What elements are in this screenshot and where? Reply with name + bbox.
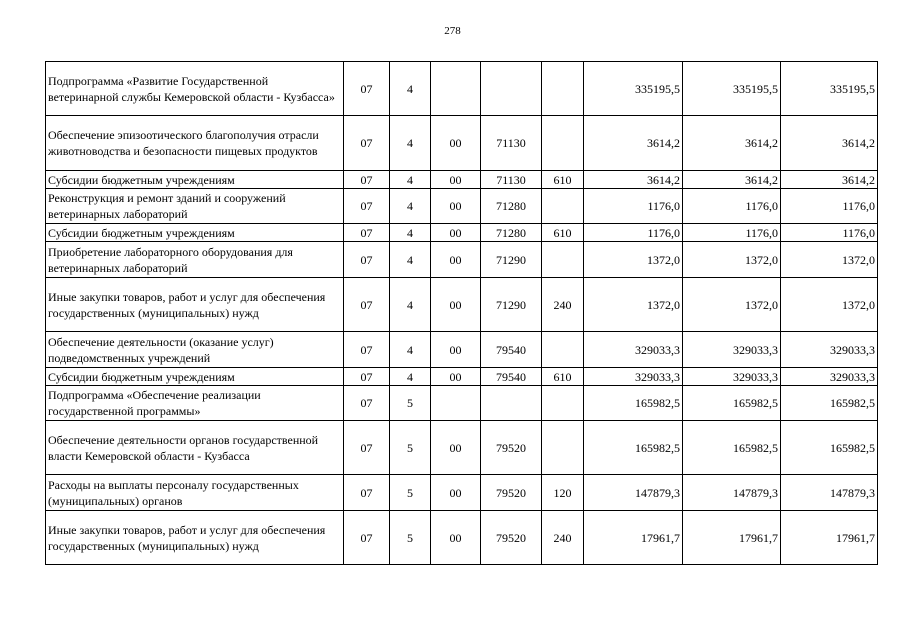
row-section-code: 07 xyxy=(344,421,390,475)
row-amount-2: 329033,3 xyxy=(683,332,781,368)
row-name: Реконструкция и ремонт зданий и сооружений ветеринарных лабораторий xyxy=(46,189,344,224)
row-target-code: 71290 xyxy=(481,242,542,278)
row-item-code: 00 xyxy=(431,332,481,368)
row-name: Подпрограмма «Развитие Государственной ветеринарной службы Кемеровской области - Кузбасса» xyxy=(46,62,344,116)
row-subprogram-code: 5 xyxy=(390,475,431,511)
row-item-code: 00 xyxy=(431,278,481,332)
row-name: Иные закупки товаров, работ и услуг для обеспечения государственных (муниципальных) нужд xyxy=(46,278,344,332)
row-target-code: 71130 xyxy=(481,171,542,189)
table-row xyxy=(46,224,878,242)
row-amount-1: 1372,0 xyxy=(584,278,683,332)
row-amount-1: 165982,5 xyxy=(584,386,683,421)
row-section-code: 07 xyxy=(344,62,390,116)
row-item-code: 00 xyxy=(431,421,481,475)
row-amount-1: 1176,0 xyxy=(584,189,683,224)
row-expense-type: 240 xyxy=(542,511,584,565)
row-item-code: 00 xyxy=(431,242,481,278)
row-amount-2: 1176,0 xyxy=(683,224,781,242)
row-expense-type xyxy=(542,62,584,116)
row-section-code: 07 xyxy=(344,242,390,278)
row-item-code: 00 xyxy=(431,511,481,565)
row-amount-3: 329033,3 xyxy=(781,368,878,386)
row-section-code: 07 xyxy=(344,368,390,386)
row-amount-2: 1372,0 xyxy=(683,278,781,332)
row-subprogram-code: 4 xyxy=(390,368,431,386)
row-subprogram-code: 4 xyxy=(390,242,431,278)
row-expense-type: 610 xyxy=(542,224,584,242)
row-section-code: 07 xyxy=(344,332,390,368)
row-section-code: 07 xyxy=(344,189,390,224)
row-expense-type xyxy=(542,116,584,171)
row-amount-1: 17961,7 xyxy=(584,511,683,565)
table-row xyxy=(46,62,878,116)
row-target-code: 71290 xyxy=(481,278,542,332)
row-amount-2: 3614,2 xyxy=(683,171,781,189)
row-amount-3: 1372,0 xyxy=(781,278,878,332)
row-amount-1: 329033,3 xyxy=(584,332,683,368)
row-name: Обеспечение деятельности (оказание услуг) подведомственных учреждений xyxy=(46,332,344,368)
row-amount-2: 3614,2 xyxy=(683,116,781,171)
row-subprogram-code: 5 xyxy=(390,421,431,475)
row-amount-1: 147879,3 xyxy=(584,475,683,511)
row-target-code xyxy=(481,62,542,116)
row-name: Субсидии бюджетным учреждениям xyxy=(46,224,344,242)
table-row xyxy=(46,511,878,565)
row-item-code: 00 xyxy=(431,189,481,224)
row-section-code: 07 xyxy=(344,278,390,332)
row-amount-3: 147879,3 xyxy=(781,475,878,511)
row-amount-2: 165982,5 xyxy=(683,421,781,475)
row-section-code: 07 xyxy=(344,511,390,565)
row-amount-3: 165982,5 xyxy=(781,386,878,421)
row-amount-1: 335195,5 xyxy=(584,62,683,116)
table-row xyxy=(46,171,878,189)
row-item-code: 00 xyxy=(431,171,481,189)
row-item-code xyxy=(431,62,481,116)
page-number: 278 xyxy=(444,25,461,37)
row-item-code: 00 xyxy=(431,475,481,511)
row-amount-3: 1176,0 xyxy=(781,189,878,224)
row-amount-3: 329033,3 xyxy=(781,332,878,368)
row-name: Иные закупки товаров, работ и услуг для обеспечения государственных (муниципальных) нужд xyxy=(46,511,344,565)
row-expense-type xyxy=(542,421,584,475)
budget-table xyxy=(45,61,878,565)
row-target-code xyxy=(481,386,542,421)
row-amount-3: 1176,0 xyxy=(781,224,878,242)
table-row xyxy=(46,189,878,224)
row-amount-3: 17961,7 xyxy=(781,511,878,565)
row-target-code: 71280 xyxy=(481,189,542,224)
row-item-code: 00 xyxy=(431,224,481,242)
row-amount-3: 335195,5 xyxy=(781,62,878,116)
row-name: Обеспечение эпизоотического благополучия отрасли животноводства и безопасности пищевых продуктов xyxy=(46,116,344,171)
row-name: Субсидии бюджетным учреждениям xyxy=(46,368,344,386)
row-expense-type: 610 xyxy=(542,171,584,189)
row-subprogram-code: 4 xyxy=(390,171,431,189)
row-expense-type xyxy=(542,332,584,368)
table-row xyxy=(46,332,878,368)
table-row xyxy=(46,116,878,171)
row-target-code: 71130 xyxy=(481,116,542,171)
row-expense-type: 120 xyxy=(542,475,584,511)
row-target-code: 71280 xyxy=(481,224,542,242)
row-expense-type: 240 xyxy=(542,278,584,332)
table-body xyxy=(46,62,878,565)
row-amount-2: 17961,7 xyxy=(683,511,781,565)
row-item-code: 00 xyxy=(431,116,481,171)
row-amount-1: 1372,0 xyxy=(584,242,683,278)
row-target-code: 79540 xyxy=(481,368,542,386)
row-subprogram-code: 4 xyxy=(390,224,431,242)
row-expense-type xyxy=(542,386,584,421)
row-amount-3: 1372,0 xyxy=(781,242,878,278)
table-row xyxy=(46,386,878,421)
row-amount-2: 1176,0 xyxy=(683,189,781,224)
row-subprogram-code: 4 xyxy=(390,278,431,332)
row-expense-type: 610 xyxy=(542,368,584,386)
row-amount-2: 147879,3 xyxy=(683,475,781,511)
table-row xyxy=(46,368,878,386)
row-subprogram-code: 5 xyxy=(390,511,431,565)
row-name: Субсидии бюджетным учреждениям xyxy=(46,171,344,189)
row-amount-2: 165982,5 xyxy=(683,386,781,421)
row-name: Обеспечение деятельности органов государственной власти Кемеровской области - Кузбасса xyxy=(46,421,344,475)
row-amount-1: 165982,5 xyxy=(584,421,683,475)
row-name: Приобретение лабораторного оборудования для ветеринарных лабораторий xyxy=(46,242,344,278)
row-target-code: 79520 xyxy=(481,511,542,565)
row-expense-type xyxy=(542,189,584,224)
row-amount-2: 335195,5 xyxy=(683,62,781,116)
row-item-code xyxy=(431,386,481,421)
table-row xyxy=(46,475,878,511)
row-amount-3: 3614,2 xyxy=(781,171,878,189)
row-amount-1: 3614,2 xyxy=(584,116,683,171)
row-amount-2: 1372,0 xyxy=(683,242,781,278)
row-name: Подпрограмма «Обеспечение реализации государственной программы» xyxy=(46,386,344,421)
row-target-code: 79520 xyxy=(481,421,542,475)
row-amount-2: 329033,3 xyxy=(683,368,781,386)
row-amount-1: 3614,2 xyxy=(584,171,683,189)
row-target-code: 79520 xyxy=(481,475,542,511)
row-subprogram-code: 4 xyxy=(390,332,431,368)
row-subprogram-code: 4 xyxy=(390,116,431,171)
row-section-code: 07 xyxy=(344,224,390,242)
row-target-code: 79540 xyxy=(481,332,542,368)
row-amount-3: 3614,2 xyxy=(781,116,878,171)
table-row xyxy=(46,421,878,475)
row-item-code: 00 xyxy=(431,368,481,386)
row-subprogram-code: 4 xyxy=(390,62,431,116)
row-section-code: 07 xyxy=(344,171,390,189)
table-row xyxy=(46,278,878,332)
row-expense-type xyxy=(542,242,584,278)
row-amount-1: 329033,3 xyxy=(584,368,683,386)
row-section-code: 07 xyxy=(344,386,390,421)
row-subprogram-code: 4 xyxy=(390,189,431,224)
table-row xyxy=(46,242,878,278)
row-amount-3: 165982,5 xyxy=(781,421,878,475)
row-name: Расходы на выплаты персоналу государственных (муниципальных) органов xyxy=(46,475,344,511)
row-section-code: 07 xyxy=(344,475,390,511)
row-subprogram-code: 5 xyxy=(390,386,431,421)
row-section-code: 07 xyxy=(344,116,390,171)
row-amount-1: 1176,0 xyxy=(584,224,683,242)
